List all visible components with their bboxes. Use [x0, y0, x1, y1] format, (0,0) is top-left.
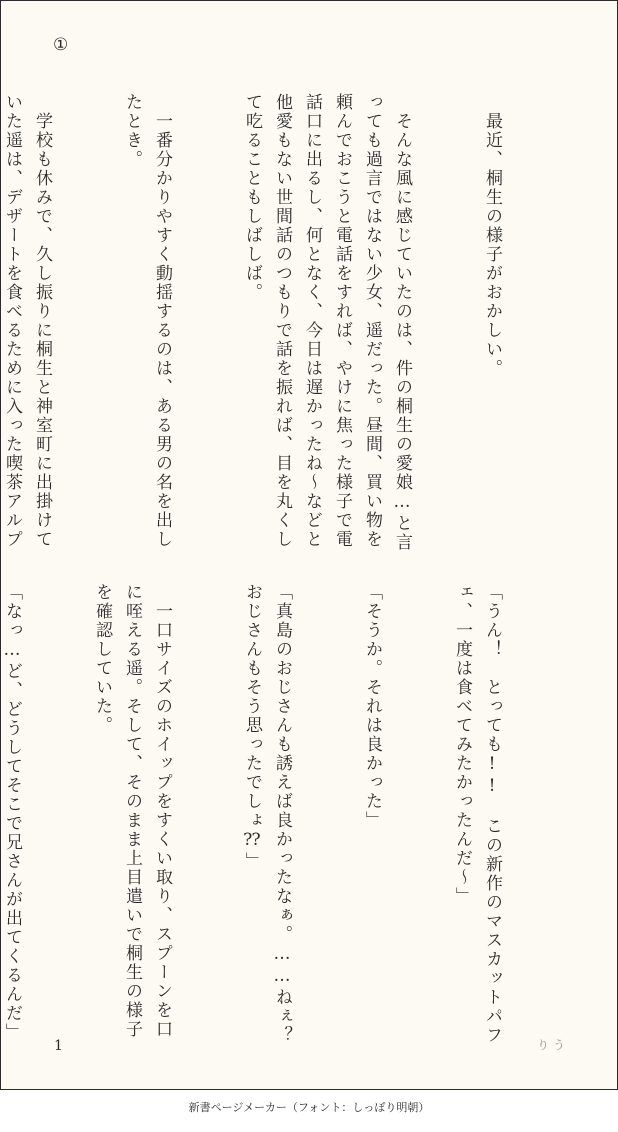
paragraph: 学校も休みで、久し振りに桐生と神室町に出掛けていた遥は、デザートを食べるために入った喫茶アルプ — [2, 93, 52, 549]
lower-text-block — [0, 583, 570, 1064]
paragraph: 「なっ…ど、どうしてそこで兄さんが出てくるんだ」 — [2, 583, 22, 1042]
upper-text-block — [0, 93, 567, 567]
chapter-mark: ① — [53, 35, 69, 55]
paragraph: そんな風に感じていたのは、件の桐生の愛娘…と言っても過言ではない少女、遥だった。昼間、買い物を頼んでおこうと電話をすれば、やけに焦った様子で電話口に出るし、何となく、今日は遅かったね〜などと他愛もない世間話のつもりで話を振れば、目を丸くして吃ることもしばしば。 — [242, 93, 412, 552]
paragraph: 一口サイズのホイップをすくい取り、スプーンを口に咥える遥。そして、そのまま上目遣いで桐生の様子を確認していた。 — [92, 583, 172, 1039]
author-name: りう — [537, 1038, 570, 1052]
paragraph: 「そうか。それは良かった」 — [362, 583, 382, 830]
paragraph: 一番分かりやすく動揺するのは、ある男の名を出したとき。 — [122, 93, 172, 549]
paragraph: 「うん！ とっても!! この新作のマスカットパフェ、一度は食べてみたかったんだ〜」 — [452, 583, 502, 1045]
footer-caption: 新書ページメーカー（フォント：しっぽり明朝） — [188, 1101, 430, 1114]
paragraph: 最近、桐生の様子がおかしい。 — [482, 93, 502, 378]
page-number: 1 — [54, 1038, 63, 1054]
paragraph: 「真島のおじさんも誘えば良かったなぁ。……ねぇ？ おじさんもそう思ったでしょ⁇」 — [242, 583, 292, 1064]
